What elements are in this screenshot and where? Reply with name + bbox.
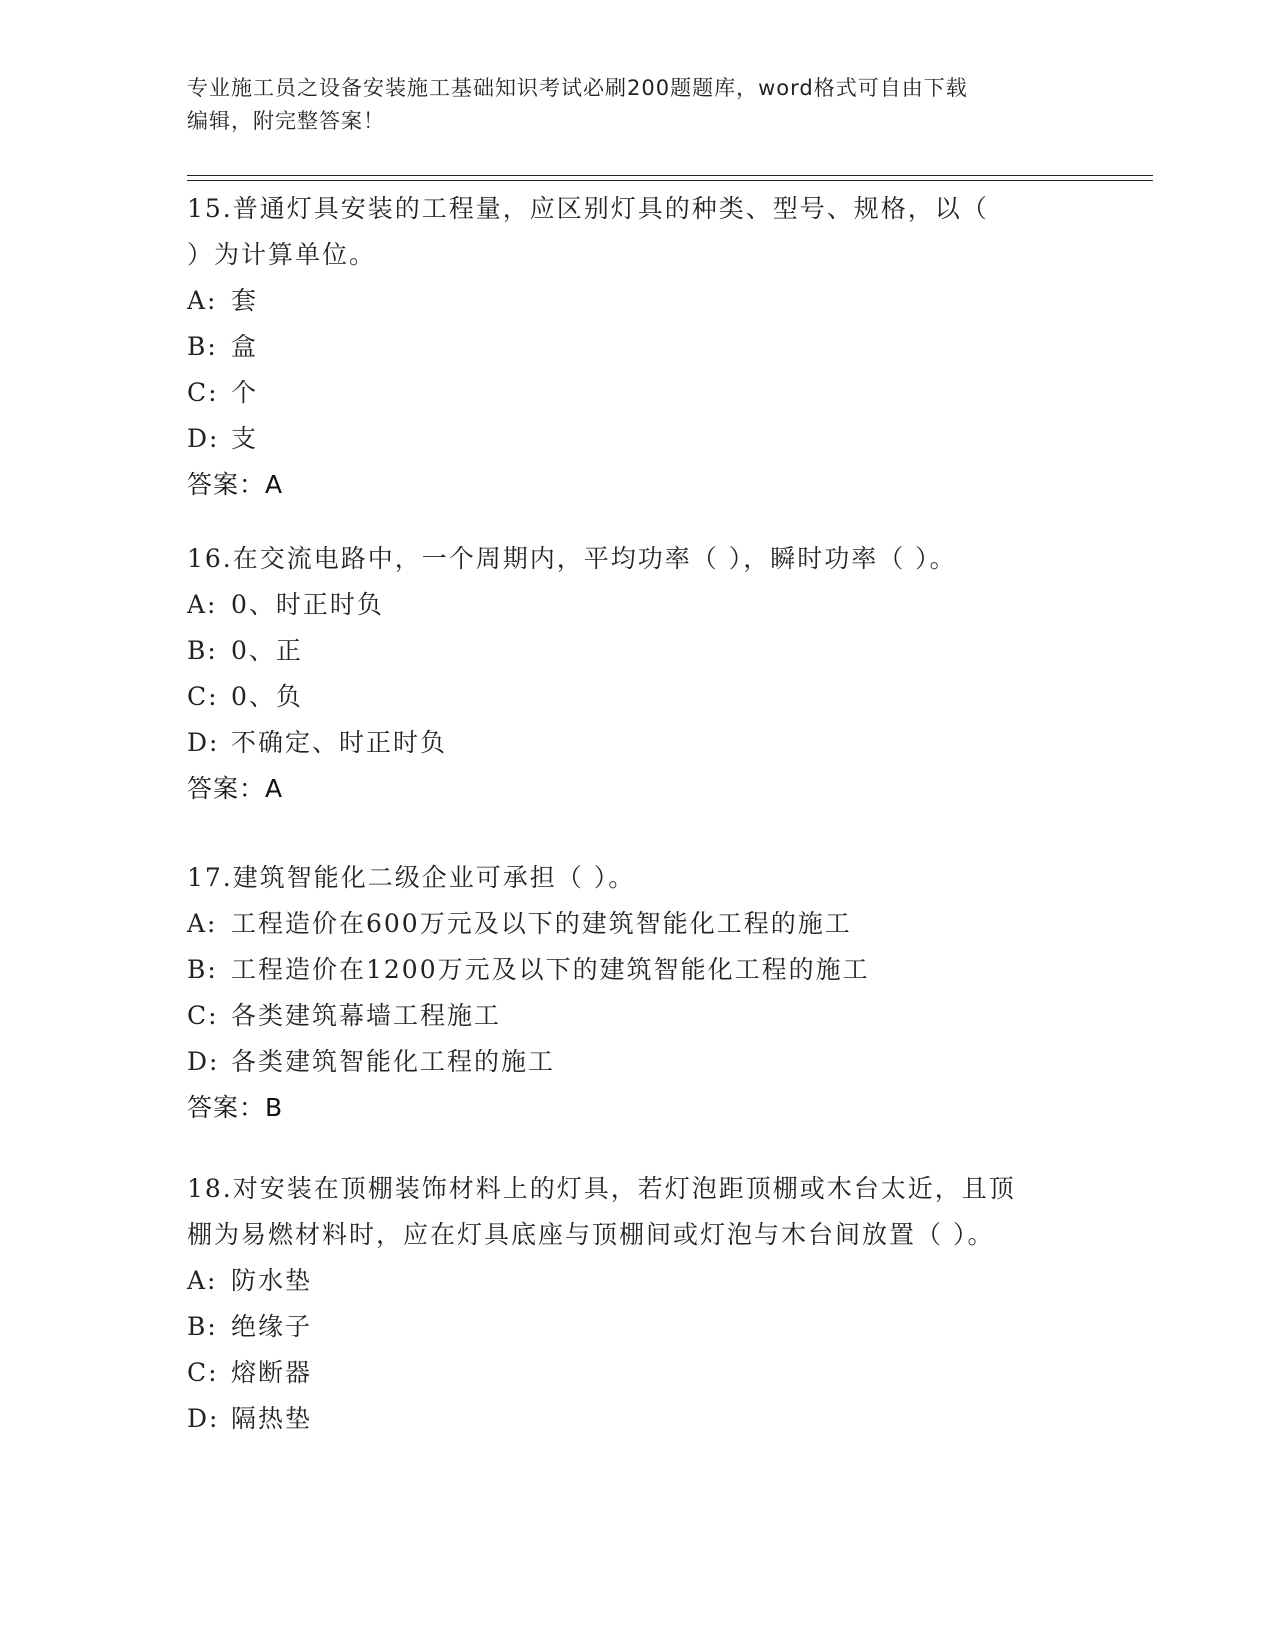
answer-line: 答案：A xyxy=(187,470,284,499)
answer-line: 答案：B xyxy=(187,1093,284,1122)
option-c xyxy=(187,674,1087,720)
option-c xyxy=(187,993,1087,1039)
option-key: C: xyxy=(187,682,219,711)
header-title-line-2: 编辑，附完整答案！ xyxy=(187,109,385,133)
option-b xyxy=(187,1304,1087,1350)
option-b xyxy=(187,947,1087,993)
question-stem-line: ）为计算单位。 xyxy=(187,240,377,269)
option-key: D: xyxy=(187,1047,220,1076)
option-d xyxy=(187,1039,1087,1085)
option-key: C: xyxy=(187,1358,219,1387)
option-a xyxy=(187,278,1087,324)
option-key: A: xyxy=(187,590,218,619)
question-stem-line: 15.普通灯具安装的工程量，应区别灯具的种类、型号、规格，以（ xyxy=(187,194,989,223)
question-stem-line: 棚为易燃材料时，应在灯具底座与顶棚间或灯泡与木台间放置（ ）。 xyxy=(187,1220,995,1249)
option-c xyxy=(187,1350,1087,1396)
option-key: D: xyxy=(187,424,220,453)
question-stem-line: 17.建筑智能化二级企业可承担（ ）。 xyxy=(187,863,636,892)
option-text: 套 xyxy=(231,286,259,315)
option-text: 防水垫 xyxy=(231,1266,313,1295)
option-key: D: xyxy=(187,728,220,757)
option-text: 不确定、时正时负 xyxy=(231,728,448,757)
option-text: 熔断器 xyxy=(231,1358,313,1387)
option-key: B: xyxy=(187,1312,218,1341)
header-divider-top xyxy=(187,175,1153,176)
option-text: 各类建筑智能化工程的施工 xyxy=(231,1047,556,1076)
option-d xyxy=(187,720,1087,766)
option-key: B: xyxy=(187,332,218,361)
option-key: A: xyxy=(187,909,218,938)
option-a xyxy=(187,901,1087,947)
option-text: 盒 xyxy=(231,332,259,361)
option-text: 工程造价在1200万元及以下的建筑智能化工程的施工 xyxy=(231,955,870,984)
option-text: 0、正 xyxy=(231,636,303,665)
option-d xyxy=(187,416,1087,462)
option-key: D: xyxy=(187,1404,220,1433)
question-stem-line: 16.在交流电路中，一个周期内，平均功率（ ），瞬时功率（ ）。 xyxy=(187,544,957,573)
option-c xyxy=(187,370,1087,416)
option-key: C: xyxy=(187,1001,219,1030)
document-header xyxy=(187,72,1087,138)
answer-line: 答案：A xyxy=(187,774,284,803)
option-text: 支 xyxy=(231,424,259,453)
option-b xyxy=(187,628,1087,674)
option-text: 0、时正时负 xyxy=(231,590,384,619)
question-17 xyxy=(187,855,1087,1131)
option-text: 工程造价在600万元及以下的建筑智能化工程的施工 xyxy=(231,909,852,938)
option-text: 隔热垫 xyxy=(231,1404,313,1433)
option-key: A: xyxy=(187,286,218,315)
option-a xyxy=(187,1258,1087,1304)
header-divider-bottom xyxy=(187,180,1153,181)
option-a xyxy=(187,582,1087,628)
option-text: 个 xyxy=(231,378,259,407)
option-text: 各类建筑幕墙工程施工 xyxy=(231,1001,502,1030)
option-key: B: xyxy=(187,636,218,665)
option-d xyxy=(187,1396,1087,1442)
option-text: 绝缘子 xyxy=(231,1312,313,1341)
question-16 xyxy=(187,536,1087,812)
option-text: 0、负 xyxy=(231,682,303,711)
question-15 xyxy=(187,186,1087,508)
option-key: B: xyxy=(187,955,218,984)
option-key: C: xyxy=(187,378,219,407)
header-title-line-1: 专业施工员之设备安装施工基础知识考试必刷200题题库，word格式可自由下载 xyxy=(187,76,968,100)
question-18 xyxy=(187,1166,1087,1442)
question-stem-line: 18.对安装在顶棚装饰材料上的灯具，若灯泡距顶棚或木台太近，且顶 xyxy=(187,1174,1016,1203)
option-key: A: xyxy=(187,1266,218,1295)
option-b xyxy=(187,324,1087,370)
